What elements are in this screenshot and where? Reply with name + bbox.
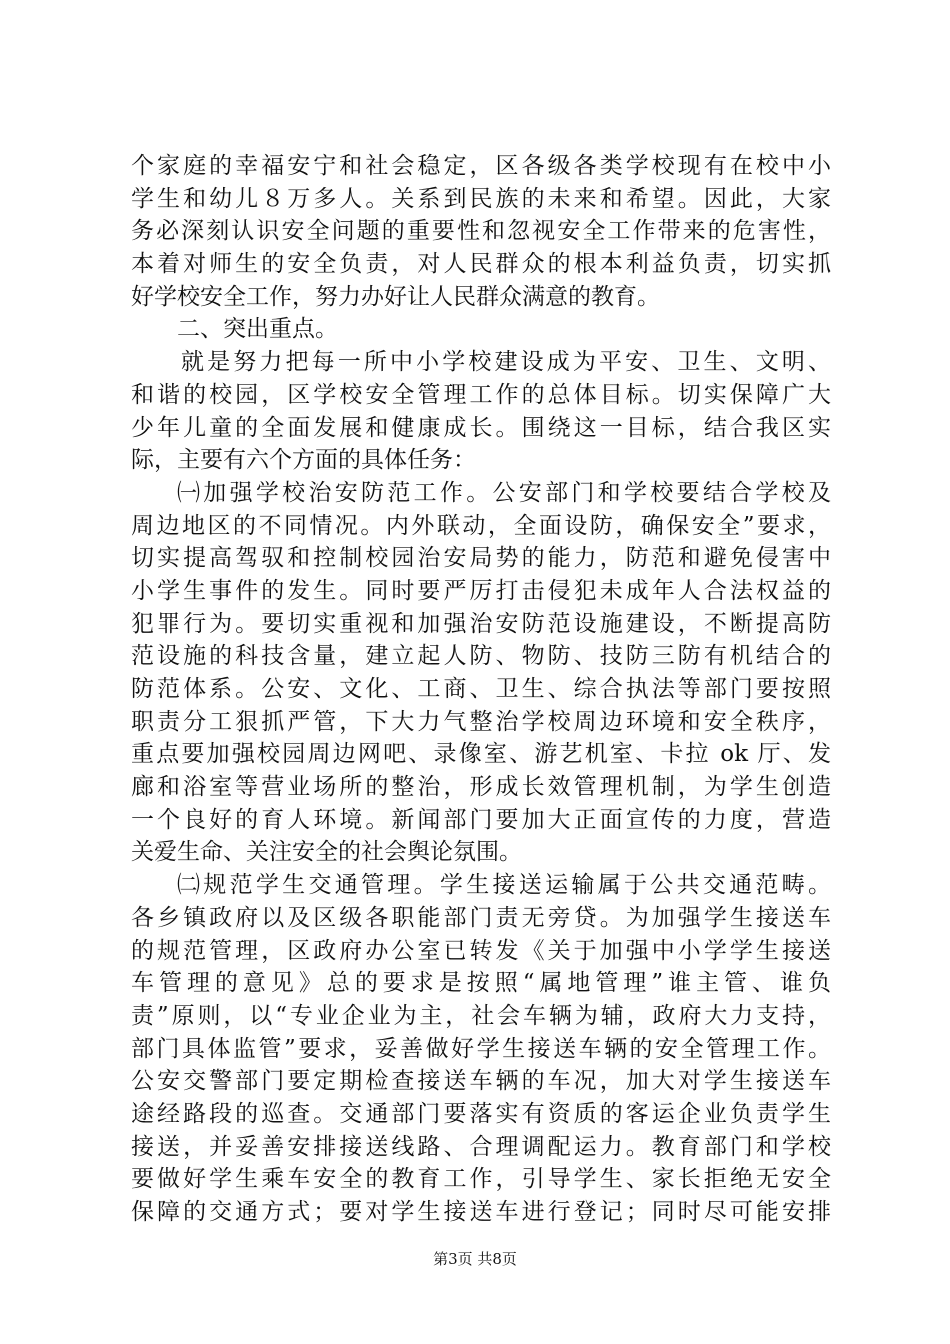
text-line: 犯罪行为。要切实重视和加强治安防范设施建设，不断提高防: [131, 610, 831, 637]
text-line: 各乡镇政府以及区级各职能部门责无旁贷。为加强学生接送车: [131, 904, 831, 931]
text-line: 一个良好的育人环境。新闻部门要加大正面宣传的力度，营造: [131, 806, 831, 833]
text-line: 部门具体监管”要求，妥善做好学生接送车辆的安全管理工作。: [131, 1035, 831, 1062]
text-line: 廊和浴室等营业场所的整治，形成长效管理机制，为学生创造: [131, 774, 831, 801]
text-line: 职责分工狠抓严管，下大力气整治学校周边环境和安全秩序，: [131, 708, 831, 735]
text-line: 周边地区的不同情况。内外联动，全面设防，确保安全”要求，: [131, 512, 831, 539]
text-line: 就是努力把每一所中小学校建设成为平安、卫生、文明、: [181, 349, 831, 376]
text-line: 公安交警部门要定期检查接送车辆的车况，加大对学生接送车: [131, 1068, 831, 1095]
text-line: 际，主要有六个方面的具体任务：: [131, 447, 476, 474]
text-line: 防范体系。公安、文化、工商、卫生、综合执法等部门要按照: [131, 676, 831, 702]
text-line: 少年儿童的全面发展和健康成长。围绕这一目标，结合我区实: [131, 414, 831, 441]
text-line: 关爱生命、关注安全的社会舆论氛围。: [131, 839, 522, 866]
text-line: 途经路段的巡查。交通部门要落实有资质的客运企业负责学生: [131, 1100, 831, 1127]
text-line: 切实提高驾驭和控制校园治安局势的能力，防范和避免侵害中: [131, 545, 831, 572]
text-line: 车管理的意见》总的要求是按照“属地管理”谁主管、谁负: [131, 970, 831, 997]
text-line: 范设施的科技含量，建立起人防、物防、技防三防有机结合的: [131, 643, 831, 670]
text-line: 责”原则，以“专业企业为主，社会车辆为辅，政府大力支持，: [131, 1002, 831, 1029]
document-body: [131, 150, 831, 1229]
text-line: 的规范管理，区政府办公室已转发《关于加强中小学学生接送: [131, 937, 831, 964]
text-line: 接送，并妥善安排接送线路、合理调配运力。教育部门和学校: [131, 1133, 831, 1160]
text-line: 好学校安全工作，努力办好让人民群众满意的教育。: [131, 283, 660, 310]
text-line: 保障的交通方式；要对学生接送车进行登记；同时尽可能安排: [131, 1199, 831, 1225]
text-line: 要做好学生乘车安全的教育工作，引导学生、家长拒绝无安全: [131, 1166, 831, 1193]
text-line: 小学生事件的发生。同时要严厉打击侵犯未成年人合法权益的: [131, 577, 831, 604]
page-number: 第3页 共8页: [433, 1250, 517, 1268]
text-line: 学生和幼儿８万多人。关系到民族的未来和希望。因此，大家: [131, 185, 831, 212]
text-line: ㈡规范学生交通管理。学生接送运输属于公共交通范畴。: [177, 872, 831, 899]
text-line: 重点要加强校园周边网吧、录像室、游艺机室、卡拉 ok 厅、发: [131, 741, 831, 768]
text-line: 务必深刻认识安全问题的重要性和忽视安全工作带来的危害性，: [131, 218, 831, 245]
text-line: 和谐的校园，区学校安全管理工作的总体目标。切实保障广大: [131, 381, 831, 408]
text-line: 个家庭的幸福安宁和社会稳定，区各级各类学校现有在校中小: [131, 153, 831, 179]
text-line: ㈠加强学校治安防范工作。公安部门和学校要结合学校及: [177, 479, 831, 506]
text-line: 本着对师生的安全负责，对人民群众的根本利益负责，切实抓: [131, 251, 831, 278]
text-line: 二、突出重点。: [177, 316, 338, 343]
page-footer: [0, 1249, 950, 1269]
